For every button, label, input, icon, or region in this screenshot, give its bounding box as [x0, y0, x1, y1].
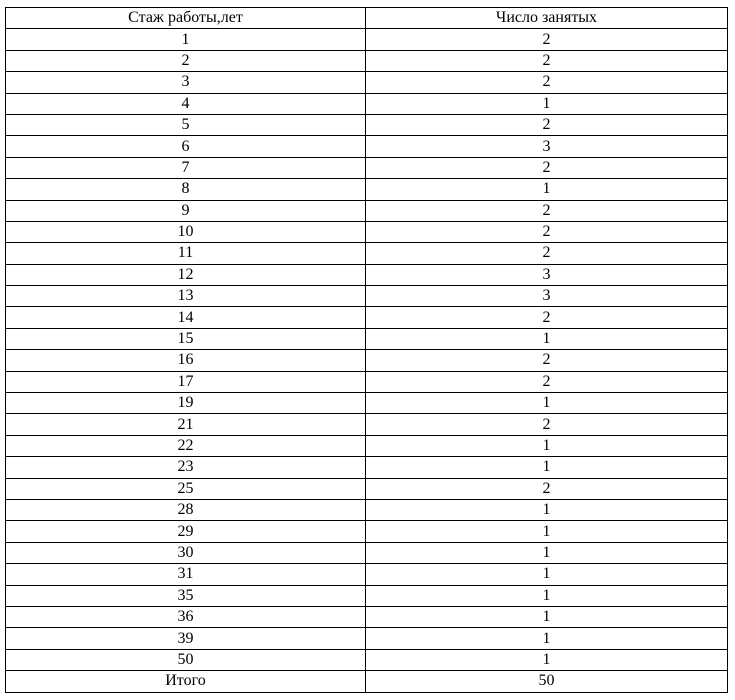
- cell-experience-years: 22: [6, 435, 366, 456]
- cell-experience-years: 14: [6, 307, 366, 328]
- table-row: [6, 72, 728, 93]
- table-row: [6, 628, 728, 649]
- cell-employed-count: 2: [366, 29, 728, 50]
- cell-experience-years: 36: [6, 606, 366, 627]
- cell-experience-years: 7: [6, 157, 366, 178]
- table-row: [6, 585, 728, 606]
- total-label: Итого: [6, 671, 366, 692]
- table-row: [6, 350, 728, 371]
- cell-experience-years: 21: [6, 414, 366, 435]
- cell-experience-years: 2: [6, 50, 366, 71]
- table-row: [6, 521, 728, 542]
- cell-employed-count: 2: [366, 243, 728, 264]
- cell-experience-years: 25: [6, 478, 366, 499]
- cell-employed-count: 1: [366, 606, 728, 627]
- cell-experience-years: 6: [6, 136, 366, 157]
- cell-experience-years: 13: [6, 286, 366, 307]
- cell-employed-count: 2: [366, 50, 728, 71]
- cell-experience-years: 11: [6, 243, 366, 264]
- cell-experience-years: 35: [6, 585, 366, 606]
- cell-experience-years: 39: [6, 628, 366, 649]
- cell-experience-years: 15: [6, 328, 366, 349]
- table-row: [6, 435, 728, 456]
- cell-employed-count: 1: [366, 649, 728, 670]
- cell-experience-years: 31: [6, 564, 366, 585]
- table-row: [6, 114, 728, 135]
- cell-employed-count: 2: [366, 200, 728, 221]
- header-row: [6, 8, 728, 29]
- cell-employed-count: 3: [366, 136, 728, 157]
- data-table-container: [5, 7, 727, 693]
- cell-employed-count: 1: [366, 328, 728, 349]
- table-row: [6, 157, 728, 178]
- table-row: [6, 542, 728, 563]
- table-row: [6, 29, 728, 50]
- table-row: [6, 393, 728, 414]
- table-row: [6, 649, 728, 670]
- cell-employed-count: 1: [366, 628, 728, 649]
- cell-experience-years: 29: [6, 521, 366, 542]
- table-row: [6, 200, 728, 221]
- table-row: [6, 478, 728, 499]
- table-row: [6, 328, 728, 349]
- cell-employed-count: 2: [366, 307, 728, 328]
- table-row: [6, 50, 728, 71]
- cell-employed-count: 1: [366, 457, 728, 478]
- cell-employed-count: 2: [366, 350, 728, 371]
- cell-employed-count: 1: [366, 564, 728, 585]
- cell-employed-count: 2: [366, 157, 728, 178]
- cell-employed-count: 1: [366, 93, 728, 114]
- cell-employed-count: 2: [366, 414, 728, 435]
- table-row: [6, 264, 728, 285]
- cell-experience-years: 12: [6, 264, 366, 285]
- total-value: 50: [366, 671, 728, 692]
- cell-experience-years: 8: [6, 179, 366, 200]
- table-body: [6, 29, 728, 671]
- table-row: [6, 93, 728, 114]
- cell-experience-years: 23: [6, 457, 366, 478]
- cell-employed-count: 2: [366, 72, 728, 93]
- experience-table: [5, 7, 728, 693]
- cell-employed-count: 2: [366, 114, 728, 135]
- cell-experience-years: 16: [6, 350, 366, 371]
- table-row: [6, 606, 728, 627]
- table-row: [6, 499, 728, 520]
- cell-experience-years: 3: [6, 72, 366, 93]
- table-row: [6, 286, 728, 307]
- cell-experience-years: 28: [6, 499, 366, 520]
- cell-experience-years: 30: [6, 542, 366, 563]
- table-row: [6, 221, 728, 242]
- cell-employed-count: 3: [366, 286, 728, 307]
- cell-experience-years: 19: [6, 393, 366, 414]
- table-row: [6, 371, 728, 392]
- cell-employed-count: 1: [366, 179, 728, 200]
- table-row: [6, 457, 728, 478]
- cell-employed-count: 1: [366, 393, 728, 414]
- cell-experience-years: 4: [6, 93, 366, 114]
- cell-experience-years: 17: [6, 371, 366, 392]
- cell-experience-years: 1: [6, 29, 366, 50]
- cell-employed-count: 3: [366, 264, 728, 285]
- table-row: [6, 243, 728, 264]
- table-row: [6, 414, 728, 435]
- cell-employed-count: 2: [366, 478, 728, 499]
- total-row: [6, 671, 728, 692]
- cell-employed-count: 2: [366, 221, 728, 242]
- cell-experience-years: 9: [6, 200, 366, 221]
- cell-employed-count: 1: [366, 435, 728, 456]
- cell-employed-count: 2: [366, 371, 728, 392]
- cell-employed-count: 1: [366, 521, 728, 542]
- table-row: [6, 179, 728, 200]
- table-row: [6, 307, 728, 328]
- cell-employed-count: 1: [366, 542, 728, 563]
- table-row: [6, 564, 728, 585]
- cell-employed-count: 1: [366, 585, 728, 606]
- header-employed-count: Число занятых: [366, 8, 728, 29]
- header-experience: Стаж работы,лет: [6, 8, 366, 29]
- table-row: [6, 136, 728, 157]
- cell-experience-years: 10: [6, 221, 366, 242]
- cell-employed-count: 1: [366, 499, 728, 520]
- cell-experience-years: 5: [6, 114, 366, 135]
- cell-experience-years: 50: [6, 649, 366, 670]
